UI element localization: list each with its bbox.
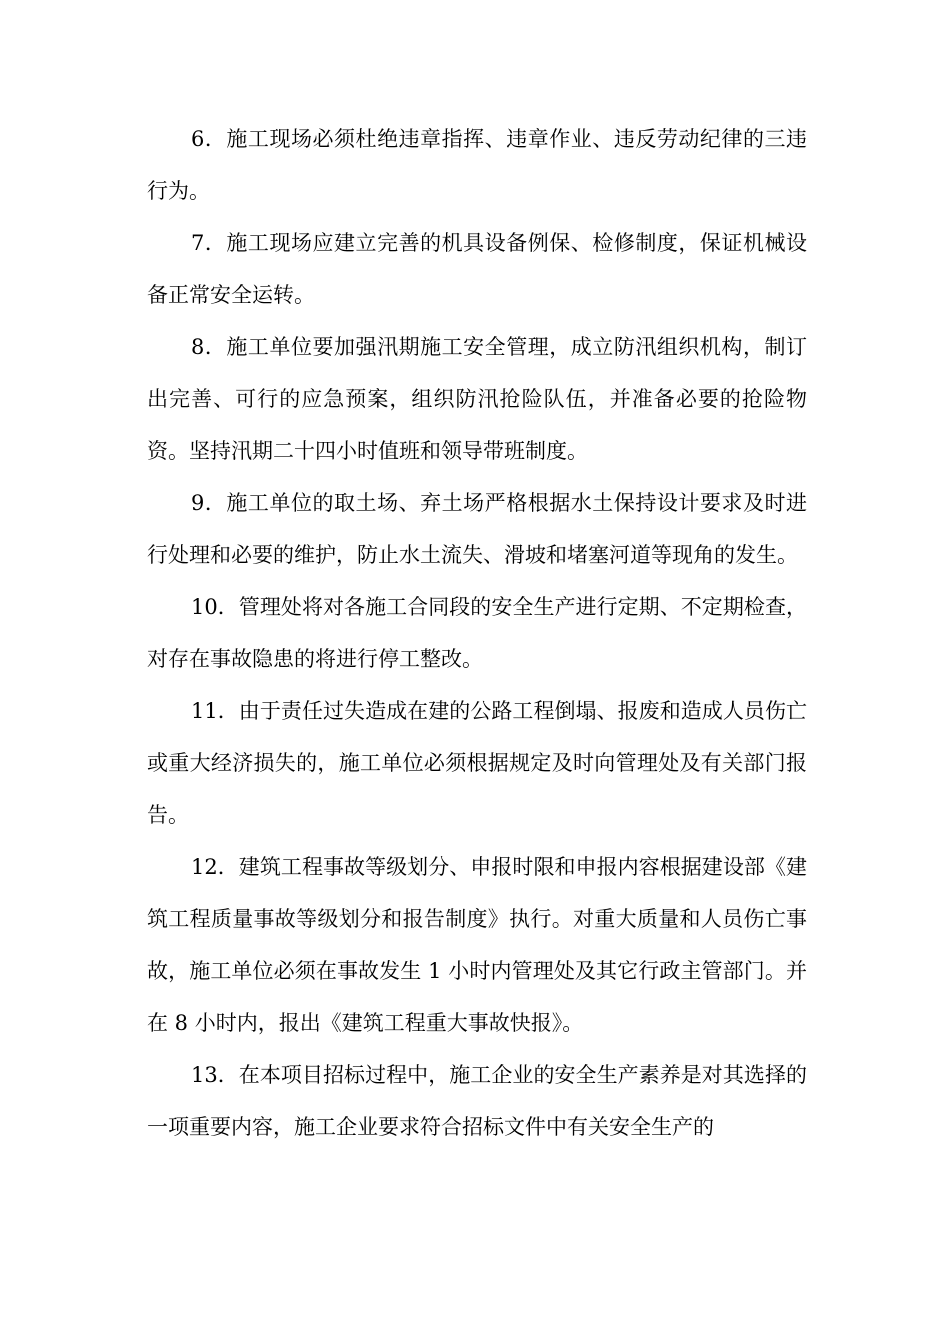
paragraph-item-12: 12．建筑工程事故等级划分、申报时限和申报内容根据建设部《建筑工程质量事故等级划分和报告制度》执行。对重大质量和人员伤亡事故，施工单位必须在事故发生 1 小时内管理处及其它行政主管部门。并在 8 小时内，报出《建筑工程重大事故快报》。 — [147, 855, 807, 1035]
paragraph-item-8: 8．施工单位要加强汛期施工安全管理，成立防汛组织机构，制订出完善、可行的应急预案，组织防汛抢险队伍，并准备必要的抢险物资。坚持汛期二十四小时值班和领导带班制度。 — [147, 335, 807, 463]
paragraph-item-13: 13．在本项目招标过程中，施工企业的安全生产素养是对其选择的一项重要内容，施工企业要求符合招标文件中有关安全生产的 — [147, 1063, 807, 1139]
document-body — [147, 113, 807, 1153]
paragraph-item-11: 11．由于责任过失造成在建的公路工程倒塌、报废和造成人员伤亡或重大经济损失的，施工单位必须根据规定及时向管理处及有关部门报告。 — [147, 699, 807, 827]
paragraph-item-6: 6．施工现场必须杜绝违章指挥、违章作业、违反劳动纪律的三违行为。 — [147, 127, 807, 203]
paragraph-item-9: 9．施工单位的取土场、弃土场严格根据水土保持设计要求及时进行处理和必要的维护，防止水土流失、滑坡和堵塞河道等现角的发生。 — [147, 491, 807, 567]
paragraph-item-10: 10．管理处将对各施工合同段的安全生产进行定期、不定期检查，对存在事故隐患的将进行停工整改。 — [147, 595, 807, 671]
paragraph-item-7: 7．施工现场应建立完善的机具设备例保、检修制度，保证机械设备正常安全运转。 — [147, 231, 807, 307]
